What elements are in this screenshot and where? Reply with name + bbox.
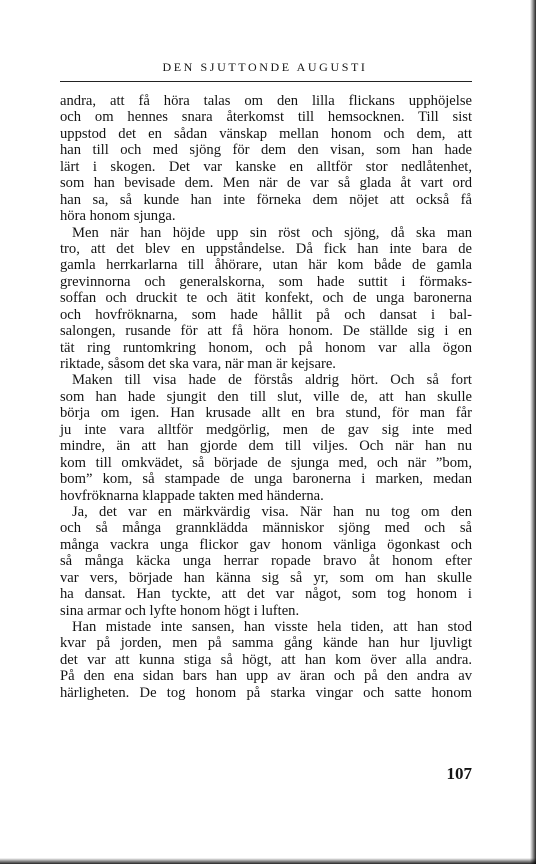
text-line: ha dansat. Han tyckte, att det var något, som tog honom i bbox=[60, 586, 472, 603]
page-edge-shadow-right bbox=[530, 0, 536, 864]
text-line: han till och med sjöng för dem den visan, som han hade bbox=[60, 142, 472, 159]
text-line: På den ena sidan bars han upp av äran och på den andra av bbox=[60, 668, 472, 685]
running-head: DEN SJUTTONDE AUGUSTI bbox=[162, 60, 368, 74]
text-line: som han hade sjungit den till slut, ville de, att han skulle bbox=[60, 388, 472, 405]
paragraph bbox=[60, 504, 472, 619]
paragraph bbox=[60, 372, 472, 504]
text-line: och hovfröknarna, som hade hållit på och dansat i bal- bbox=[60, 306, 472, 323]
paragraph bbox=[60, 619, 472, 701]
text-line: uppstod det en sådan vänskap mellan honom och dem, att bbox=[60, 125, 472, 142]
page-edge-shadow-bottom bbox=[0, 858, 536, 864]
text-line: var vers, började han känna sig så yr, som om han skulle bbox=[60, 569, 472, 586]
page-number: 107 bbox=[446, 764, 472, 783]
text-line: Ja, det var en märkvärdig visa. När han nu tog om den bbox=[72, 503, 472, 520]
text-line: kom till omkvädet, så började de sjunga med, och när ”bom, bbox=[60, 454, 472, 471]
text-line: salongen, rusande för att få höra honom. De ställde sig i en bbox=[60, 323, 472, 340]
text-line: andra, att få höra talas om den lilla flickans upphöjelse bbox=[60, 93, 472, 109]
text-line: sina armar och lyfte honom högt i luften. bbox=[60, 602, 300, 619]
text-line: höra honom sjunga. bbox=[60, 208, 176, 225]
text-line: börja om igen. Han krusade allt en bra stund, för man får bbox=[60, 405, 472, 422]
text-line: han sa, så kunde han inte förneka dem nöjet att också få bbox=[60, 191, 472, 208]
text-line: lärt i skogen. Det var kanske en alltför stor nedlåtenhet, bbox=[60, 158, 472, 175]
text-line: Han mistade inte sansen, han visste hela tiden, att han stod bbox=[72, 619, 472, 635]
text-line: bom” kom, så stampade de unga baronerna i marken, medan bbox=[60, 471, 472, 488]
text-line: hovfröknarna klappade takten med händerna. bbox=[60, 487, 324, 504]
paragraph bbox=[60, 93, 472, 225]
text-line: och om hennes snara återkomst till hemsocknen. Till sist bbox=[60, 109, 472, 126]
text-line: det var att kunna stiga så högt, att han kom över alla andra. bbox=[60, 651, 472, 668]
text-line: och så många grannklädda människor sjöng med och så bbox=[60, 520, 472, 537]
text-line: grevinnorna och generalskorna, som hade suttit i förmaks- bbox=[60, 273, 472, 290]
text-line: Men när han höjde upp sin röst och sjöng, då ska man bbox=[72, 224, 472, 241]
paragraph bbox=[60, 225, 472, 373]
text-line: många vackra unga flickor gav honom vänliga ögonkast och bbox=[60, 536, 472, 553]
header-rule bbox=[60, 81, 472, 82]
text-line: soffan och druckit te och ätit konfekt, och de unga baronerna bbox=[60, 290, 472, 307]
body-text bbox=[60, 93, 472, 701]
text-line: så många käcka unga herrar ropade bravo åt honom efter bbox=[60, 553, 472, 570]
text-line: kvar på jorden, men på samma gång kände han hur ljuvligt bbox=[60, 635, 472, 652]
text-line: som han bevisade dem. Men när de var så glada åt vart ord bbox=[60, 175, 472, 192]
text-line: Maken till visa hade de förstås aldrig hört. Och så fort bbox=[72, 372, 472, 389]
text-line: mindre, än att han gjorde dem till viljes. Och när han nu bbox=[60, 438, 472, 455]
text-line: tro, att det blev en uppståndelse. Då fick han inte bara de bbox=[60, 240, 472, 257]
text-line: riktade, såsom det ska vara, när man är kejsare. bbox=[60, 356, 336, 372]
text-line: ju inte vara alltför medgörlig, men de gav sig inte med bbox=[60, 421, 472, 438]
text-line: gamla herrkarlarna till åhörare, utan här kom både de gamla bbox=[60, 257, 472, 274]
text-line: tät ring runtomkring honom, och på honom var alla ögon bbox=[60, 339, 472, 356]
text-line: härligheten. De tog honom på starka vingar och satte honom bbox=[60, 684, 472, 701]
